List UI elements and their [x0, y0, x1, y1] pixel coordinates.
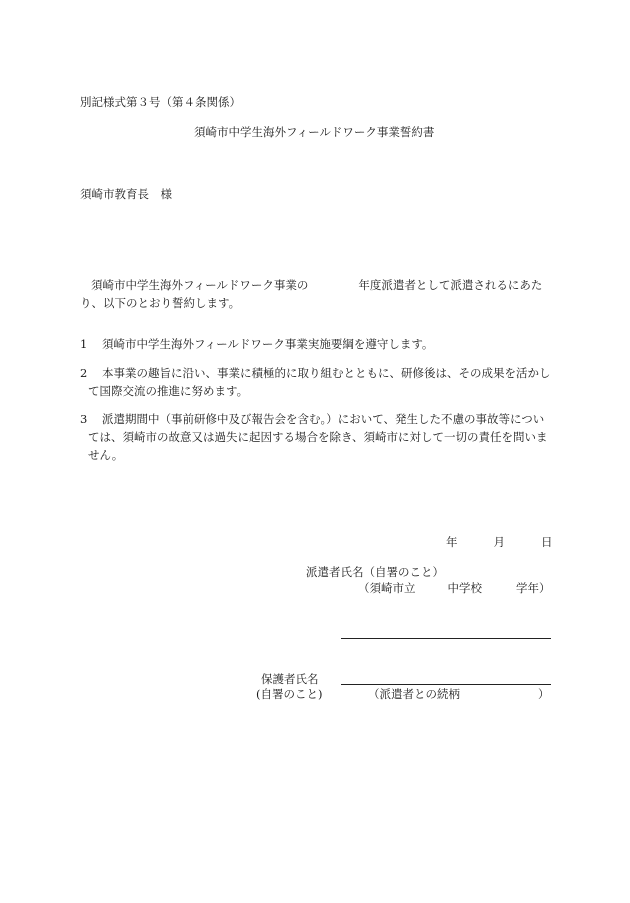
- school-prefix: （須崎市立: [358, 581, 416, 595]
- guardian-note: (自署のこと): [256, 687, 323, 701]
- date-year: 年: [446, 535, 458, 549]
- guardian-relation: [368, 686, 550, 703]
- relation-close: ）: [538, 687, 550, 701]
- participant-label: 派遣者氏名（自署のこと）: [306, 565, 444, 579]
- pledge-text: 派遣期間中（事前研修中及び報告会を含む。）において、発生した不慮の事故等については、須崎市の故意又は過失に起因する場合を除き、須崎市に対して一切の責任を問いません。: [88, 412, 548, 462]
- pledge-text: 須崎市中学生海外フィールドワーク事業実施要綱を遵守します。: [102, 337, 434, 351]
- addressee: 須崎市教育長 様: [80, 187, 172, 201]
- intro-paragraph: [80, 277, 542, 313]
- date-month: 月: [493, 535, 505, 549]
- participant-school: [358, 580, 551, 597]
- pledge-item-2: [80, 365, 552, 401]
- intro-text-2: 年度派遣者として派遣されるにあた: [358, 278, 543, 292]
- form-reference: 別記様式第３号（第４条関係）: [80, 95, 241, 109]
- intro-text-1: 須崎市中学生海外フィールドワーク事業の: [91, 278, 309, 292]
- date-line: [446, 534, 553, 551]
- participant-signature-line: [341, 638, 551, 639]
- pledge-item-1: [80, 336, 552, 354]
- guardian-label: 保護者氏名: [261, 672, 319, 686]
- document-title: 須崎市中学生海外フィールドワーク事業誓約書: [194, 125, 435, 139]
- pledge-number: 1: [80, 337, 88, 351]
- pledge-text: 本事業の趣旨に沿い、事業に積極的に取り組むとともに、研修後は、その成果を活かして国際交流の推進に努めます。: [88, 366, 551, 398]
- intro-text-3: り、以下のとおり誓約します。: [80, 295, 241, 310]
- pledge-number: 2: [80, 366, 88, 380]
- guardian-signature-line: [341, 684, 551, 685]
- relation-label: （派遣者との続柄: [368, 687, 460, 701]
- date-day: 日: [541, 535, 553, 549]
- pledge-number: 3: [80, 412, 88, 426]
- pledge-item-3: [80, 411, 552, 464]
- school-grade: 学年）: [516, 581, 551, 595]
- school-type: 中学校: [447, 581, 482, 595]
